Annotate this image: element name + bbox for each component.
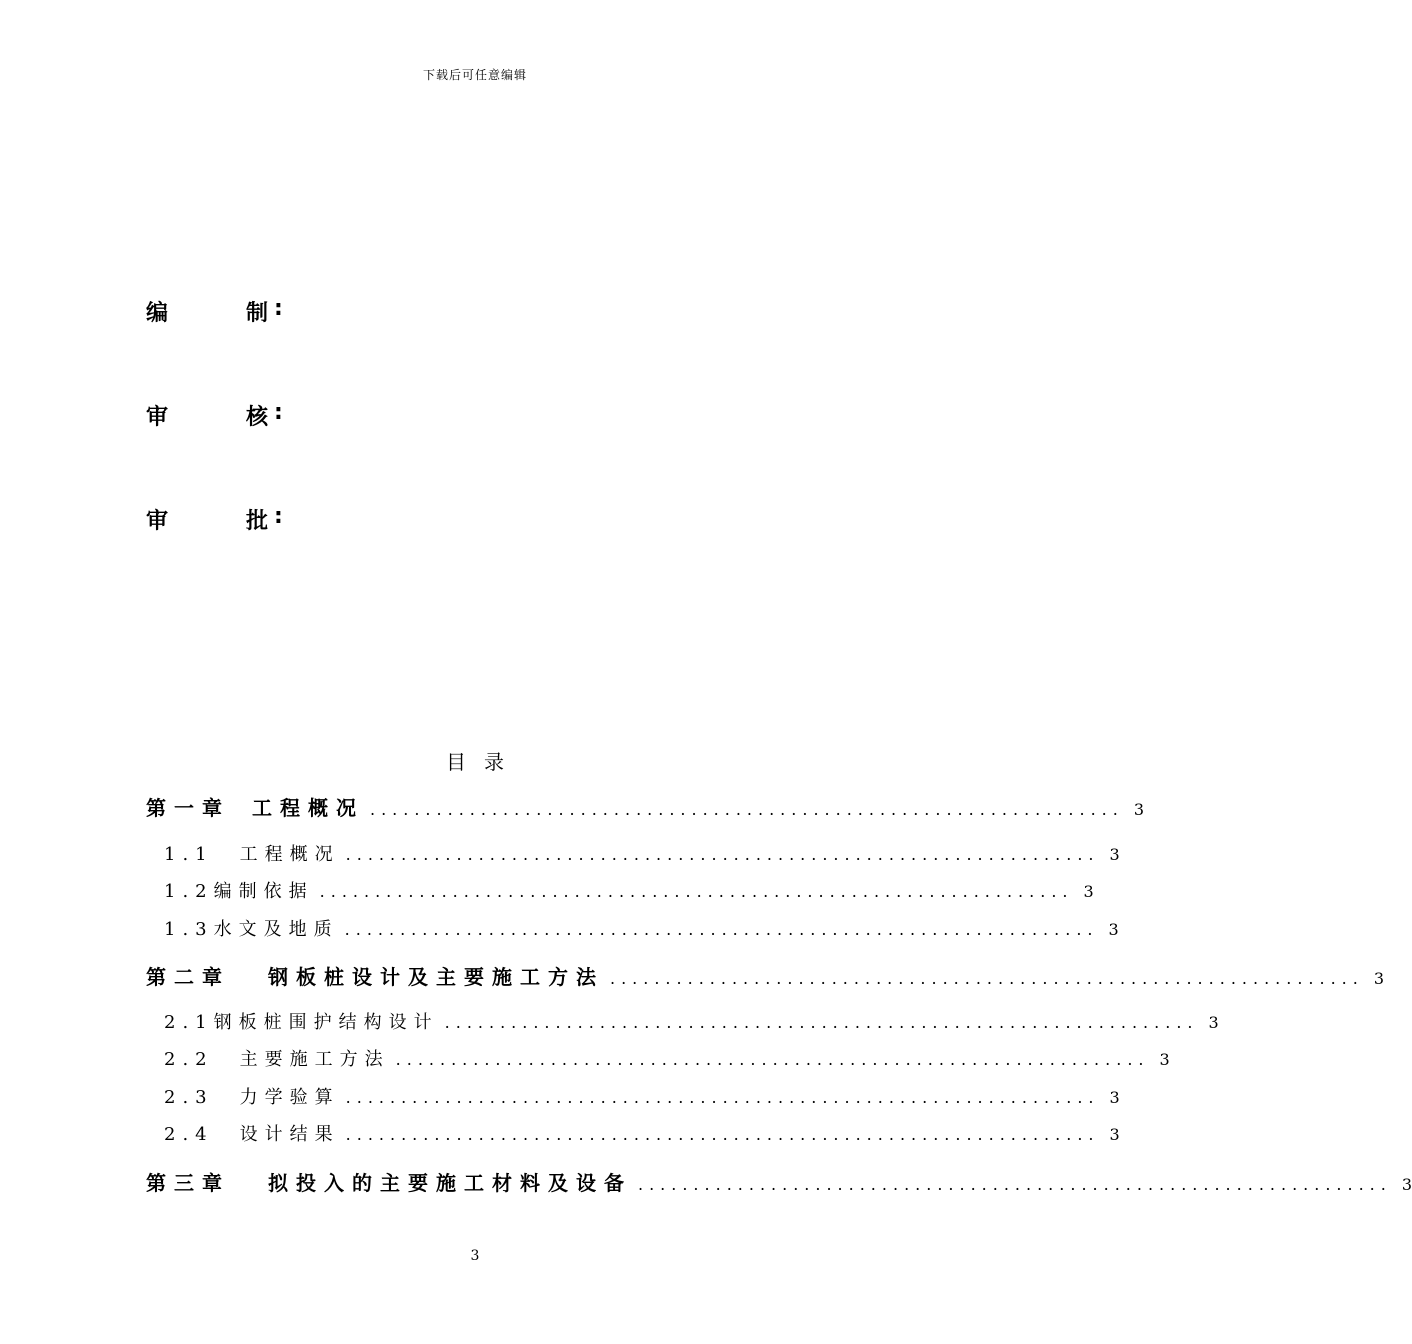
toc-dot-leader: .................................................................... <box>345 845 1100 864</box>
toc-entry-section-2-4[interactable] <box>164 1120 1120 1150</box>
toc-entry-label: 拟投入的主要施工材料及设备 <box>268 1171 632 1195</box>
toc-entry-label: 水文及地质 <box>213 919 339 940</box>
toc-entry-section-2-1[interactable] <box>164 1008 1219 1038</box>
toc-dot-leader: .................................................................... <box>345 1125 1100 1144</box>
toc-entry-page: 3 <box>1108 920 1119 939</box>
toc-entry-label: 钢板桩设计及主要施工方法 <box>268 965 604 989</box>
toc-entry-page: 3 <box>1083 882 1094 901</box>
toc-entry-page: 3 <box>1401 1175 1412 1194</box>
toc-title: 目录 <box>446 750 522 774</box>
toc-entry-number: 第三章 <box>146 1171 230 1195</box>
toc-dot-leader: .................................................................... <box>370 800 1124 819</box>
toc-dot-leader: .................................................................... <box>344 920 1099 939</box>
toc-dot-leader: .................................................................... <box>395 1050 1150 1069</box>
toc-entry-number: 1.1 <box>164 844 214 865</box>
toc-entry-label: 钢板桩围护结构设计 <box>213 1012 439 1033</box>
page-number: 3 <box>470 1248 480 1264</box>
signature-label-char: 制 <box>246 301 269 326</box>
signature-row-compile <box>146 296 446 326</box>
signature-colon: : <box>274 400 283 425</box>
toc-entry-number: 2.2 <box>164 1049 214 1070</box>
toc-entry-number: 2.3 <box>164 1087 214 1108</box>
toc-entry-section-1-3[interactable] <box>164 915 1119 945</box>
toc-entry-section-1-1[interactable] <box>164 840 1120 870</box>
toc-dot-leader: .................................................................... <box>345 1088 1100 1107</box>
toc-entry-chapter-1[interactable] <box>146 792 1145 822</box>
toc-entry-number: 第二章 <box>146 965 230 989</box>
toc-entry-number: 2.4 <box>164 1124 214 1145</box>
toc-entry-page: 3 <box>1208 1013 1219 1032</box>
toc-entry-section-1-2[interactable] <box>164 877 1094 907</box>
toc-entry-page: 3 <box>1109 845 1120 864</box>
signature-label-char: 核 <box>246 405 269 430</box>
signature-colon: : <box>274 504 283 529</box>
toc-entry-label: 编制依据 <box>213 881 314 902</box>
signature-colon: : <box>274 296 283 321</box>
toc-entry-page: 3 <box>1133 800 1145 819</box>
toc-entry-page: 3 <box>1109 1088 1120 1107</box>
toc-entry-page: 3 <box>1373 969 1385 988</box>
toc-entry-number: 2.1 <box>164 1012 214 1033</box>
page-header: 下载后可任意编辑 <box>422 68 527 82</box>
toc-entry-section-2-3[interactable] <box>164 1083 1120 1113</box>
toc-entry-number: 1.2 <box>164 881 214 902</box>
toc-entry-chapter-3[interactable] <box>146 1167 1412 1197</box>
toc-dot-leader: .................................................................... <box>638 1175 1392 1194</box>
toc-entry-chapter-2[interactable] <box>146 961 1385 991</box>
toc-entry-label: 工程概况 <box>252 796 364 820</box>
toc-dot-leader: .................................................................... <box>610 969 1364 988</box>
signature-label-char: 审 <box>146 509 169 534</box>
toc-entry-page: 3 <box>1109 1125 1120 1144</box>
signature-row-approve <box>146 504 446 534</box>
signature-label-char: 审 <box>146 405 169 430</box>
toc-entry-page: 3 <box>1159 1050 1170 1069</box>
toc-entry-label: 设计结果 <box>239 1124 340 1145</box>
toc-entry-number: 1.3 <box>164 919 214 940</box>
toc-dot-leader: .................................................................... <box>444 1013 1199 1032</box>
toc-entry-label: 工程概况 <box>239 844 340 865</box>
toc-entry-label: 力学验算 <box>239 1087 340 1108</box>
toc-entry-section-2-2[interactable] <box>164 1045 1170 1075</box>
signature-label-char: 编 <box>146 301 169 326</box>
signature-row-review <box>146 400 446 430</box>
toc-entry-label: 主要施工方法 <box>239 1049 390 1070</box>
toc-entry-number: 第一章 <box>146 796 230 820</box>
toc-dot-leader: .................................................................... <box>319 882 1074 901</box>
signature-label-char: 批 <box>246 509 269 534</box>
